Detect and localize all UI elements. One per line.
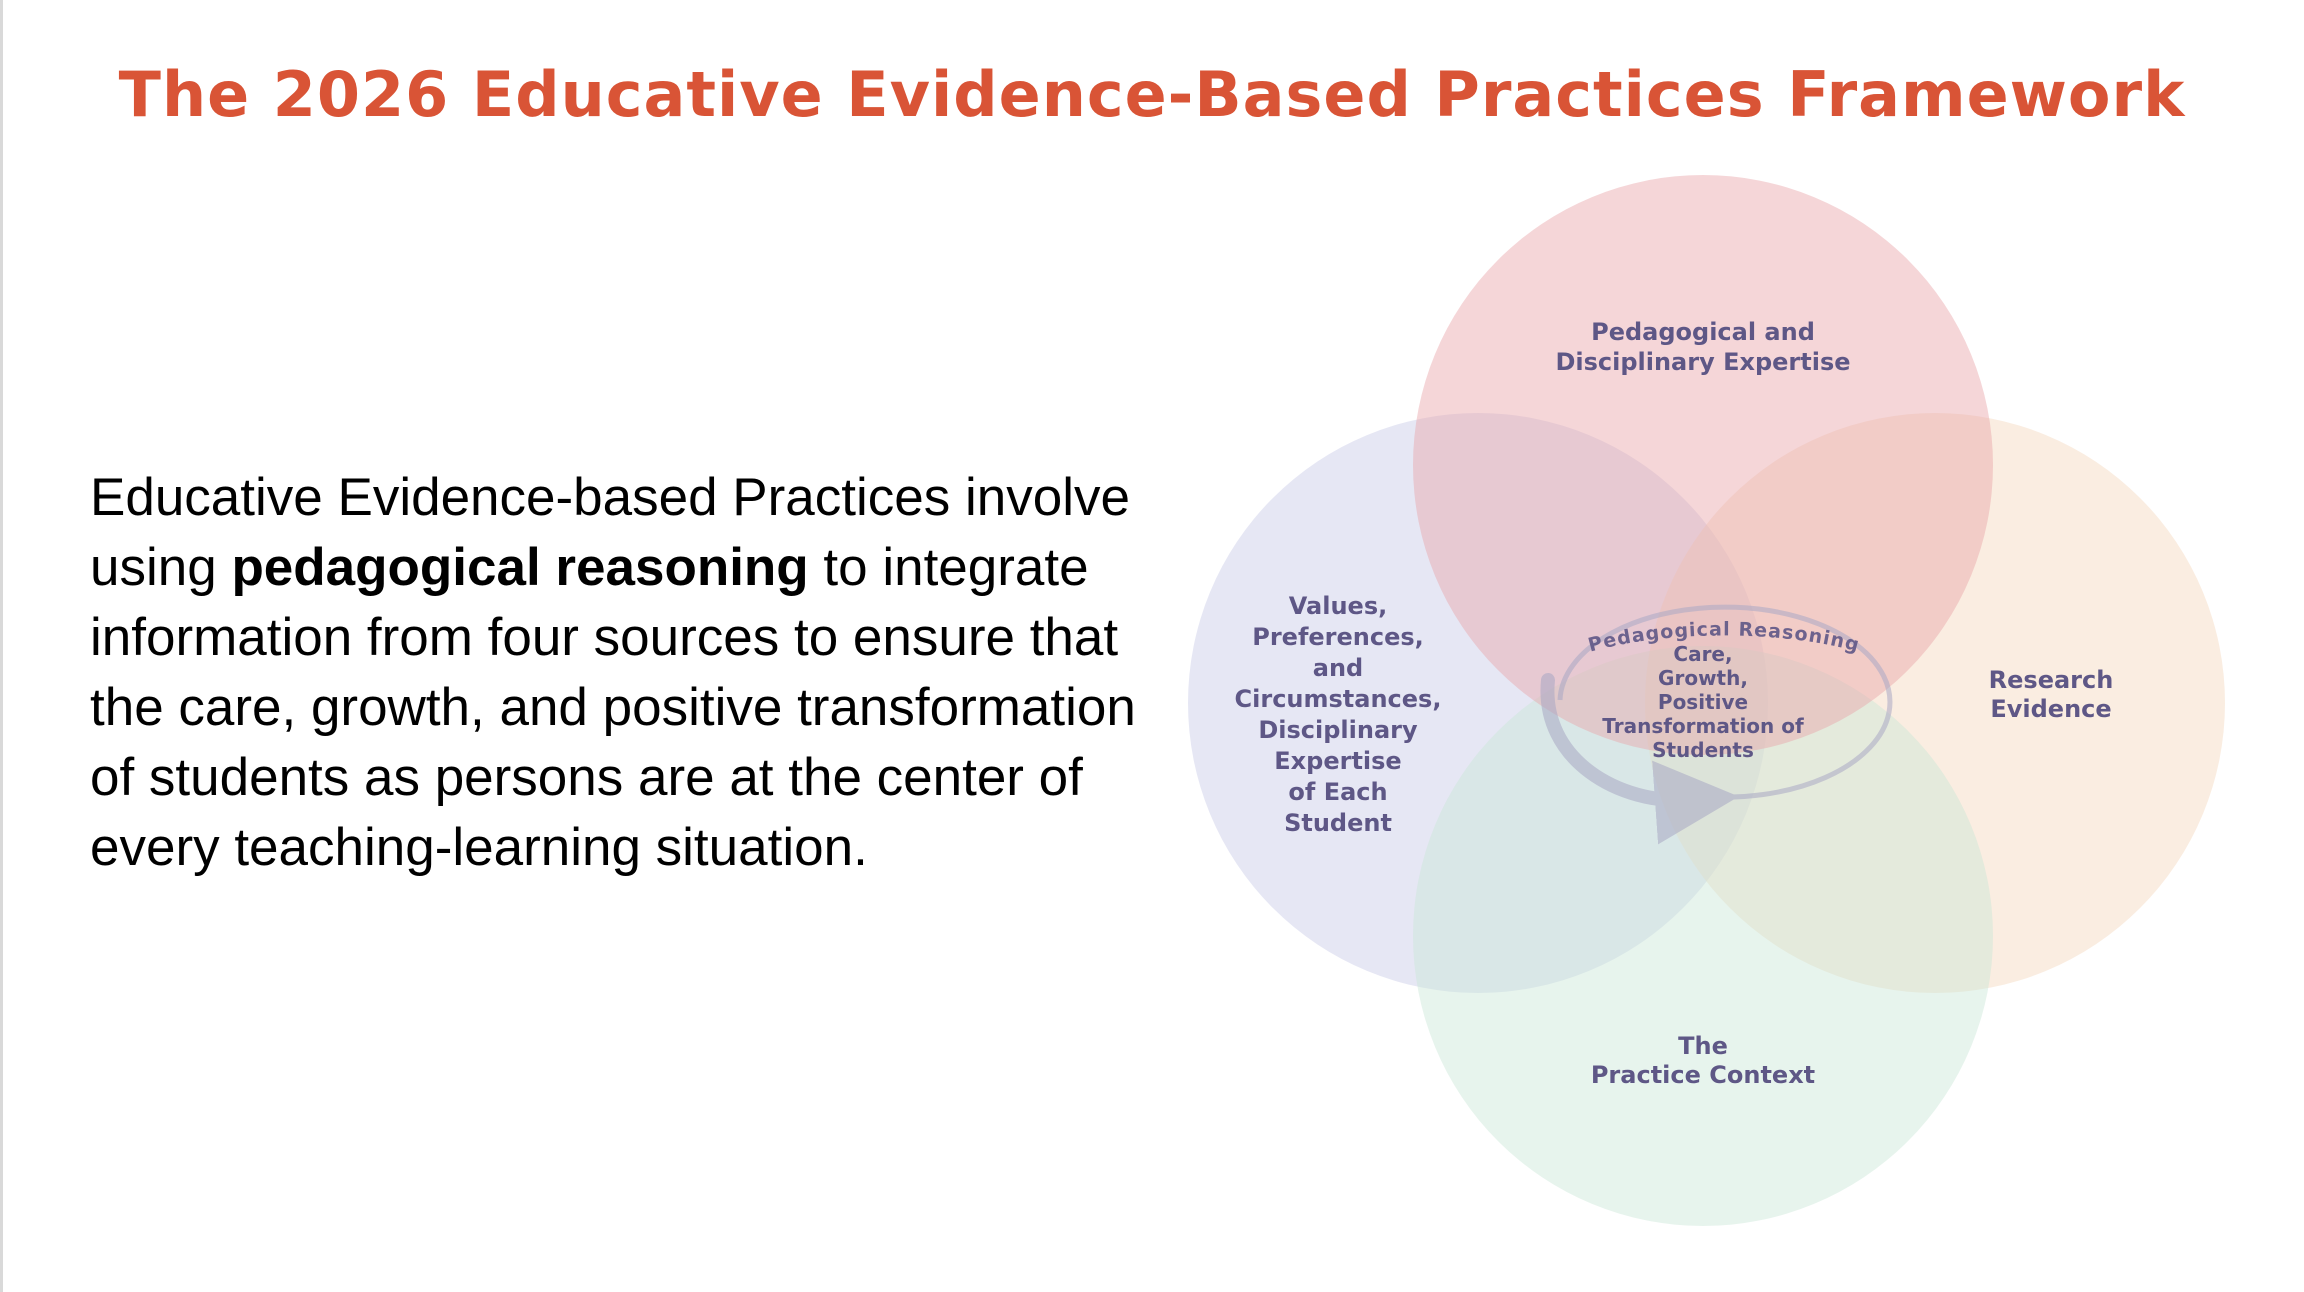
- body-text-part-1: Educative Evidence-based Practices involve using: [90, 468, 1130, 597]
- left-label-line: Student: [1284, 809, 1392, 837]
- left-label-line: Disciplinary: [1258, 716, 1418, 744]
- left-label-line: Preferences,: [1252, 623, 1424, 651]
- bottom-label-line: Practice Context: [1590, 1061, 1816, 1089]
- left-label-line: of Each: [1288, 778, 1388, 806]
- center-label-line: Transformation of: [1602, 714, 1804, 738]
- center-label-line: Students: [1652, 738, 1754, 762]
- right-label-line: Research: [1988, 666, 2114, 694]
- left-label-line: Values,: [1288, 592, 1388, 620]
- left-label-line: Circumstances,: [1234, 685, 1442, 713]
- left-label-line: and: [1312, 654, 1364, 682]
- center-label-line: Growth,: [1658, 666, 1748, 690]
- center-label-line: Positive: [1657, 690, 1749, 714]
- top-label-line: Disciplinary Expertise: [1555, 348, 1851, 376]
- bottom-label-line: The: [1678, 1032, 1728, 1060]
- research-evidence-label: [1989, 666, 2114, 723]
- body-text-emphasis: pedagogical reasoning: [231, 538, 809, 597]
- right-label-line: Evidence: [1990, 695, 2112, 723]
- center-label-line: Care,: [1673, 642, 1733, 666]
- top-label-line: Pedagogical and: [1591, 318, 1815, 346]
- arc-label-text: Pedagogical Reasoning: [1585, 618, 1863, 657]
- left-label-line: Expertise: [1274, 747, 1402, 775]
- body-text-part-2: to integrate information from four sources to ensure that the care, growth, and positive transformation of students as persons are at the center of every teaching-learning situation.: [90, 538, 1136, 877]
- slide-title: The 2026 Educative Evidence-Based Practices Framework: [118, 58, 2186, 131]
